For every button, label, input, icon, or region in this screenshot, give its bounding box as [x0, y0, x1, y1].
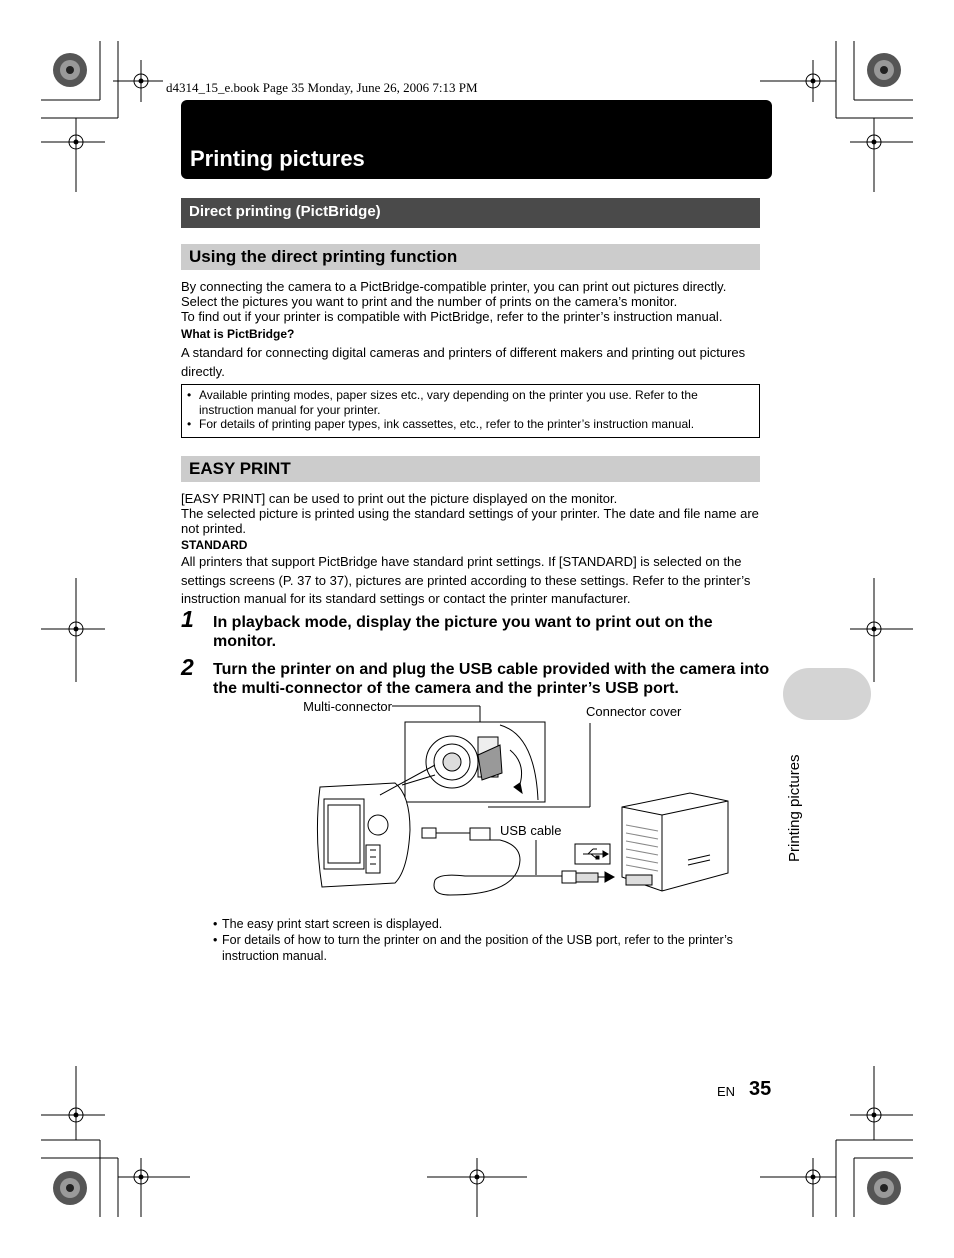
subsection-header-easy: [181, 456, 760, 482]
standard-heading: STANDARD: [181, 538, 248, 552]
step-text: Turn the printer on and plug the USB cable provided with the camera into the multi-connector of the camera and the printer’s USB port.: [213, 661, 770, 697]
section-title: Direct printing (PictBridge): [189, 203, 381, 220]
what-is-text: A standard for connecting digital cameras and printers of different makers and printing out pictures directly.: [181, 345, 746, 379]
standard-text: All printers that support PictBridge have standard print settings. If [STANDARD] is selected on the settings screens (P. 37 to 37), pictures are printed according to these settings. Refer to the printer’s instruction manual for its standard settings or contact the printer manufacturer.: [181, 554, 751, 606]
step-text: In playback mode, display the picture you want to print out on the monitor.: [213, 614, 713, 650]
subsection-title-direct: Using the direct printing function: [189, 247, 458, 266]
result-bullet: • The easy print start screen is displayed.: [222, 916, 773, 932]
step-number: 2: [181, 654, 194, 680]
note-item: • Available printing modes, paper sizes etc., vary depending on the printer you use. Refer to the instruction manual for your printer.: [199, 388, 749, 417]
book-header-meta: d4314_15_e.book Page 35 Monday, June 26, 2006 7:13 PM: [166, 80, 478, 95]
page-title-bar: [181, 100, 772, 179]
intro-line: To find out if your printer is compatible with PictBridge, refer to the printer’s instruction manual.: [181, 309, 723, 324]
label-connector-cover: Connector cover: [586, 704, 682, 719]
page-number: 35: [749, 1078, 772, 1100]
chapter-side-label: Printing pictures: [786, 754, 803, 862]
intro-paragraph: [181, 279, 771, 381]
easy-line: The selected picture is printed using the standard settings of your printer. The date and file name are not printed.: [181, 506, 759, 536]
note-item: • For details of printing paper types, ink cassettes, etc., refer to the printer’s instruction manual.: [199, 417, 749, 432]
page-title: Printing pictures: [190, 146, 365, 171]
section-header: [181, 198, 760, 228]
intro-line: By connecting the camera to a PictBridge-compatible printer, you can print out pictures directly.: [181, 279, 727, 294]
easy-print-paragraph: [181, 491, 771, 609]
label-usb-cable: USB cable: [500, 823, 562, 838]
footer-language: EN: [717, 1084, 736, 1099]
subsection-title-easy: EASY PRINT: [189, 459, 291, 478]
notes-box: [181, 384, 760, 438]
easy-line: [EASY PRINT] can be used to print out the picture displayed on the monitor.: [181, 491, 618, 506]
subsection-header-direct: [181, 244, 760, 270]
result-bullets: [213, 916, 773, 964]
result-bullet: • For details of how to turn the printer on and the position of the USB port, refer to the printer’s instruction manual.: [222, 932, 773, 964]
label-multi-connector: Multi-connector: [303, 699, 392, 714]
what-is-heading: What is PictBridge?: [181, 327, 295, 341]
step-number: 1: [181, 606, 194, 632]
chapter-side-tab: [783, 668, 871, 720]
intro-line: Select the pictures you want to print and the number of prints on the camera’s monitor.: [181, 294, 678, 309]
camera-printer-illustration: [270, 695, 750, 905]
